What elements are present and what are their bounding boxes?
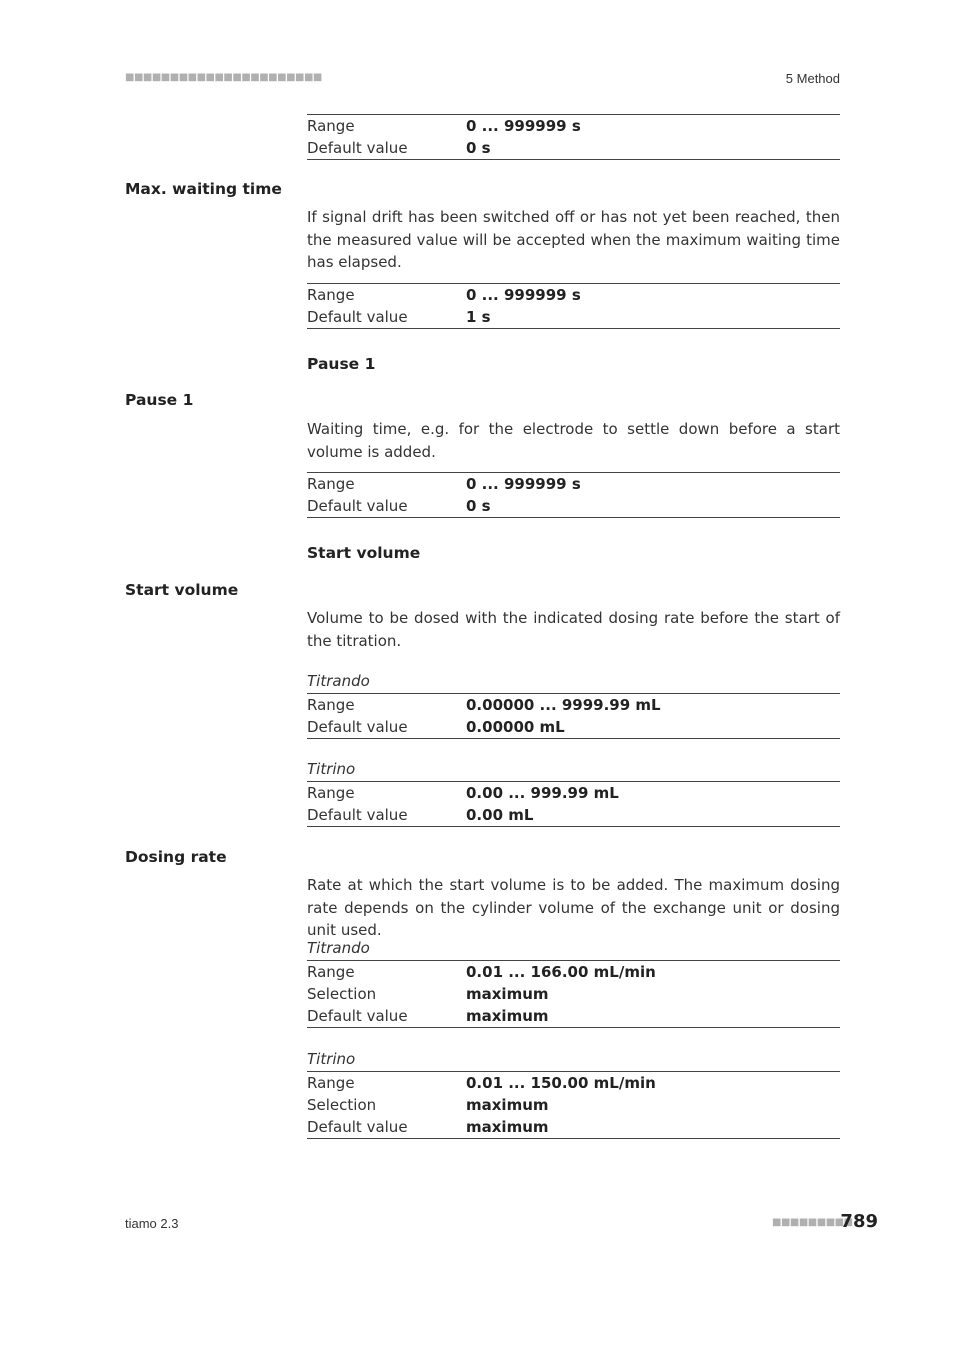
param-value: 0 ... 999999 s (466, 475, 581, 493)
param-value: 0.00000 ... 9999.99 mL (466, 696, 661, 714)
dosing-rate-heading: Dosing rate (125, 848, 227, 866)
param-value: 1 s (466, 308, 491, 326)
max-waiting-time-description: If signal drift has been switched off or has not yet been reached, then the measured value will be accepted when the maximum waiting time has elapsed. (307, 208, 840, 271)
param-value: maximum (466, 1096, 549, 1114)
product-name: tiamo 2.3 (125, 1216, 179, 1231)
param-value: 0.00 mL (466, 806, 534, 824)
table-row (307, 115, 840, 138)
param-value: 0.01 ... 166.00 mL/min (466, 963, 656, 981)
header-decoration: ■■■■■■■■■■■■■■■■■■■■■■ (125, 72, 322, 83)
table-row (307, 137, 840, 160)
table-row (307, 782, 840, 805)
param-key: Range (307, 784, 355, 802)
table-row (307, 495, 840, 518)
param-key: Selection (307, 1096, 377, 1114)
param-value: 0.00 ... 999.99 mL (466, 784, 619, 802)
param-key: Range (307, 117, 355, 135)
dosing-rate-titrino-table (307, 1071, 840, 1139)
table-row (307, 1072, 840, 1095)
max-waiting-time-heading: Max. waiting time (125, 180, 282, 198)
table-row (307, 1116, 840, 1139)
table-row (307, 1005, 840, 1028)
dosing-rate-description: Rate at which the start volume is to be added. The maximum dosing rate depends on the cylinder volume of the exchange unit or dosing unit used. (307, 876, 840, 939)
param-key: Default value (307, 497, 408, 515)
param-value: maximum (466, 1007, 549, 1025)
titrino-label: Titrino (307, 760, 356, 778)
param-key: Range (307, 286, 355, 304)
table-row (307, 983, 840, 1005)
param-value: 0 ... 999999 s (466, 286, 581, 304)
start-volume-subheading: Start volume (307, 544, 421, 562)
param-value: 0 ... 999999 s (466, 117, 581, 135)
param-key: Default value (307, 1118, 408, 1136)
chapter-title: 5 Method (785, 71, 840, 86)
start-volume-heading: Start volume (125, 581, 239, 599)
param-value: 0 s (466, 497, 491, 515)
param-key: Range (307, 696, 355, 714)
table-row (307, 284, 840, 307)
pause1-heading: Pause 1 (125, 391, 194, 409)
page-number: 789 (840, 1211, 878, 1232)
top-parameter-table (307, 114, 840, 160)
table-row (307, 473, 840, 496)
table-row (307, 804, 840, 827)
table-row (307, 1094, 840, 1116)
param-key: Default value (307, 806, 408, 824)
param-key: Range (307, 1074, 355, 1092)
param-key: Default value (307, 1007, 408, 1025)
pause1-description: Waiting time, e.g. for the electrode to settle down before a start volume is added. (307, 420, 840, 461)
param-key: Selection (307, 985, 377, 1003)
dosing-rate-titrando-table (307, 960, 840, 1028)
titrino-label: Titrino (307, 1050, 356, 1068)
param-value: 0 s (466, 139, 491, 157)
param-key: Default value (307, 308, 408, 326)
max-waiting-time-table (307, 283, 840, 329)
start-volume-titrando-table (307, 693, 840, 739)
footer-decoration: ■■■■■■■■■ (772, 1217, 853, 1228)
start-volume-description: Volume to be dosed with the indicated dosing rate before the start of the titration. (307, 609, 840, 650)
param-key: Default value (307, 139, 408, 157)
titrando-label: Titrando (307, 672, 370, 690)
table-row (307, 961, 840, 984)
param-value: maximum (466, 985, 549, 1003)
param-value: 0.01 ... 150.00 mL/min (466, 1074, 656, 1092)
param-key: Default value (307, 718, 408, 736)
titrando-label: Titrando (307, 939, 370, 957)
start-volume-titrino-table (307, 781, 840, 827)
param-key: Range (307, 963, 355, 981)
table-row (307, 694, 840, 717)
table-row (307, 306, 840, 329)
param-key: Range (307, 475, 355, 493)
table-row (307, 716, 840, 739)
pause1-subheading: Pause 1 (307, 355, 376, 373)
param-value: maximum (466, 1118, 549, 1136)
param-value: 0.00000 mL (466, 718, 565, 736)
pause1-table (307, 472, 840, 518)
